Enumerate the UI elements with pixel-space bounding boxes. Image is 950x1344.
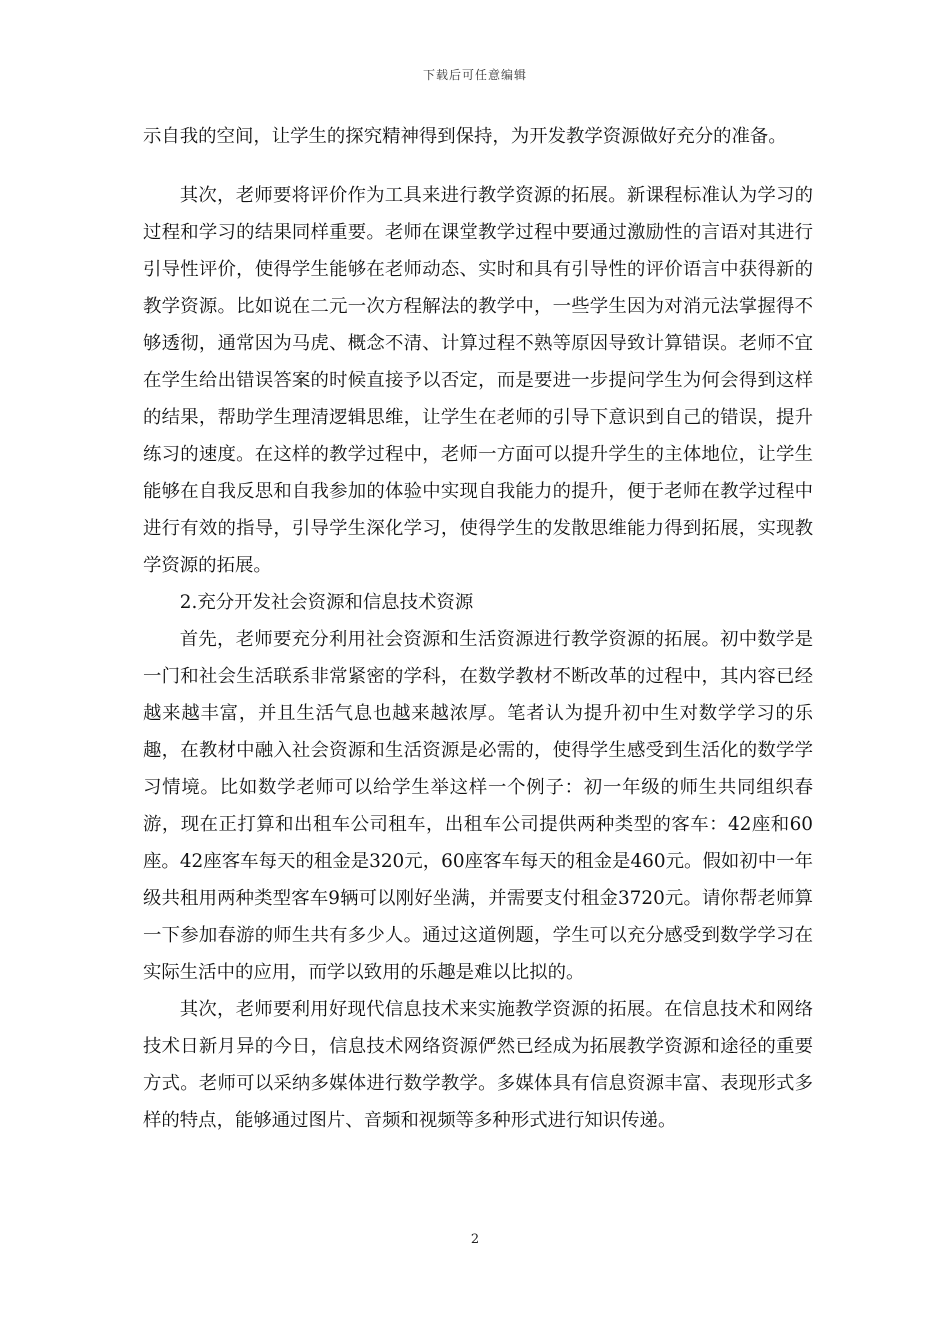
paragraph-social-resources: 首先，老师要充分利用社会资源和生活资源进行教学资源的拓展。初中数学是一门和社会生活联系非常紧密的学科，在数学教材不断改革的过程中，其内容已经越来越丰富，并且生活气息也越来越浓厚。笔者认为提升初中生对数学学习的乐趣，在教材中融入社会资源和生活资源是必需的，使得学生感受到生活化的数学学习情境。比如数学老师可以给学生举这样一个例子：初一年级的师生共同组织春游，现在正打算和出租车公司租车，出租车公司提供两种类型的客车：42座和60座。42座客车每天的租金是320元，60座客车每天的租金是460元。假如初中一年级共租用两种类型客车9辆可以刚好坐满，并需要支付租金3720元。请你帮老师算一下参加春游的师生共有多少人。通过这道例题，学生可以充分感受到数学学习在实际生活中的应用，而学以致用的乐趣是难以比拟的。 [143,629,813,983]
page-number: 2 [470,1232,480,1247]
paragraph-gap [143,155,813,177]
paragraph-evaluation: 其次，老师要将评价作为工具来进行教学资源的拓展。新课程标准认为学习的过程和学习的结果同样重要。老师在课堂教学过程中要通过激励性的言语对其进行引导性评价，使得学生能够在老师动态、实时和具有引导性的评价语言中获得新的教学资源。比如说在二元一次方程解法的教学中，一些学生因为对消元法掌握得不够透彻，通常因为马虎、概念不清、计算过程不熟等原因导致计算错误。老师不宜在学生给出错误答案的时候直接予以否定，而是要进一步提问学生为何会得到这样的结果，帮助学生理清逻辑思维，让学生在老师的引导下意识到自己的错误，提升练习的速度。在这样的教学过程中，老师一方面可以提升学生的主体地位，让学生能够在自我反思和自我参加的体验中实现自我能力的提升，便于老师在教学过程中进行有效的指导，引导学生深化学习，使得学生的发散思维能力得到拓展，实现教学资源的拓展。 [143,185,813,576]
page-header: 下载后可任意编辑 [422,68,527,82]
document-body [143,118,813,1139]
paragraph-continued: 示自我的空间，让学生的探究精神得到保持，为开发教学资源做好充分的准备。 [143,126,787,147]
section-heading: 2.充分开发社会资源和信息技术资源 [179,592,474,613]
paragraph-information-technology: 其次，老师要利用好现代信息技术来实施教学资源的拓展。在信息技术和网络技术日新月异的今日，信息技术网络资源俨然已经成为拓展教学资源和途径的重要方式。老师可以采纳多媒体进行数学教学。多媒体具有信息资源丰富、表现形式多样的特点，能够通过图片、音频和视频等多种形式进行知识传递。 [143,999,813,1131]
